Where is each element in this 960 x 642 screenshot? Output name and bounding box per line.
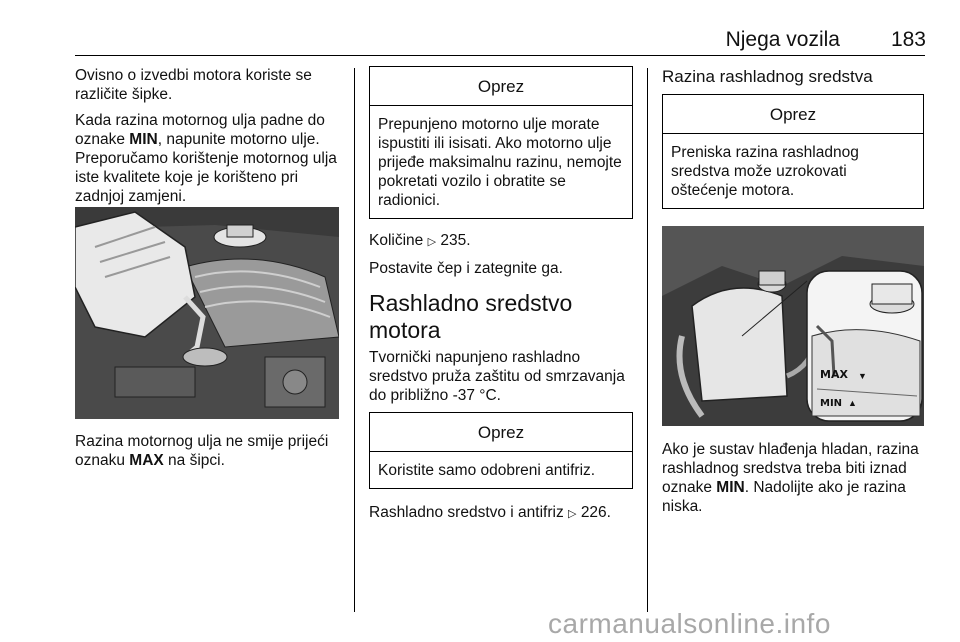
coolant-tank-image bbox=[662, 226, 924, 426]
text: , napunite motorno ulje. Preporučamo korištenje motornog ulja iste kvalitete koje je korišteno pri zadnjoj zamjeni. bbox=[75, 131, 337, 205]
column-3 bbox=[662, 66, 924, 209]
coolant-reservoir-illustration bbox=[662, 226, 924, 426]
column-1 bbox=[75, 66, 345, 213]
paragraph-coolant-intro: Tvornički napunjeno rashladno sredstvo pruža zaštitu od smrzavanja do približno -37 °C. bbox=[369, 349, 625, 404]
caution-text: Koristite samo odobreni antifriz. bbox=[378, 462, 596, 479]
quantities-ref bbox=[369, 231, 633, 252]
page-ref-icon: ▷ bbox=[568, 508, 577, 520]
bold-max: MAX bbox=[129, 452, 164, 469]
subheading-coolant-level: Razina rashladnog sredstva bbox=[662, 67, 873, 86]
page-number: 183 bbox=[890, 28, 926, 51]
caution-title: Oprez bbox=[370, 67, 632, 106]
column-3-bottom bbox=[662, 440, 928, 523]
column-2 bbox=[369, 66, 633, 531]
header-title: Njega vozila bbox=[725, 28, 840, 51]
watermark: carmanualsonline.info bbox=[548, 608, 831, 639]
text: Razina motornog ulja ne smije prijeći oznaku bbox=[75, 433, 329, 469]
text: Količine bbox=[369, 232, 424, 249]
section-heading-coolant: Rashladno sredstvo motora bbox=[369, 290, 573, 343]
column-divider-1 bbox=[354, 68, 355, 612]
max-mark-label: MAX bbox=[820, 368, 848, 381]
engine-oil-image bbox=[75, 207, 339, 419]
text: na šipci. bbox=[163, 452, 225, 469]
caution-box-oil bbox=[369, 66, 633, 219]
caution-title: Oprez bbox=[370, 413, 632, 452]
caution-text: Prepunjeno motorno ulje morate ispustiti ili isisati. Ako motorno ulje prijeđe maksimalnu razinu, nemojte pokretati vozilo i obratite se radionici. bbox=[378, 116, 622, 209]
caution-box-antifreeze bbox=[369, 412, 633, 489]
caution-box-coolant bbox=[662, 94, 924, 209]
paragraph-coolant-level bbox=[662, 440, 928, 516]
min-mark-label: MIN bbox=[820, 398, 843, 409]
text: Ako je sustav hlađenja hladan, razina rashladnog sredstva treba biti iznad oznake bbox=[662, 441, 919, 496]
paragraph-dipstick-variants: Ovisno o izvedbi motora koriste se različite šipke. bbox=[75, 67, 312, 103]
bold-min: MIN bbox=[129, 131, 158, 148]
page-ref-icon: ▷ bbox=[427, 236, 437, 248]
paragraph-cap: Postavite čep i zategnite ga. bbox=[369, 260, 563, 277]
oil-filling-illustration bbox=[75, 207, 339, 419]
min-arrow-icon: ▲ bbox=[848, 398, 857, 408]
caution-title: Oprez bbox=[663, 95, 923, 134]
paragraph-oil-min bbox=[75, 111, 345, 206]
paragraph-oil-max bbox=[75, 432, 345, 470]
caution-text: Preniska razina rashladnog sredstva može uzrokovati oštećenje motora. bbox=[671, 144, 859, 199]
text: Rashladno sredstvo i antifriz bbox=[369, 504, 564, 521]
header-rule bbox=[75, 55, 925, 56]
column-divider-2 bbox=[647, 68, 648, 612]
bold-min: MIN bbox=[716, 479, 745, 496]
antifreeze-ref bbox=[369, 503, 633, 524]
ref-page[interactable]: 226. bbox=[580, 504, 611, 521]
column-1-bottom bbox=[75, 432, 345, 477]
max-arrow-icon: ▼ bbox=[858, 371, 867, 381]
text: . Nadolijte ako je razina niska. bbox=[662, 479, 906, 515]
text: Kada razina motornog ulja padne do oznake bbox=[75, 112, 325, 148]
ref-page[interactable]: 235. bbox=[440, 232, 471, 249]
